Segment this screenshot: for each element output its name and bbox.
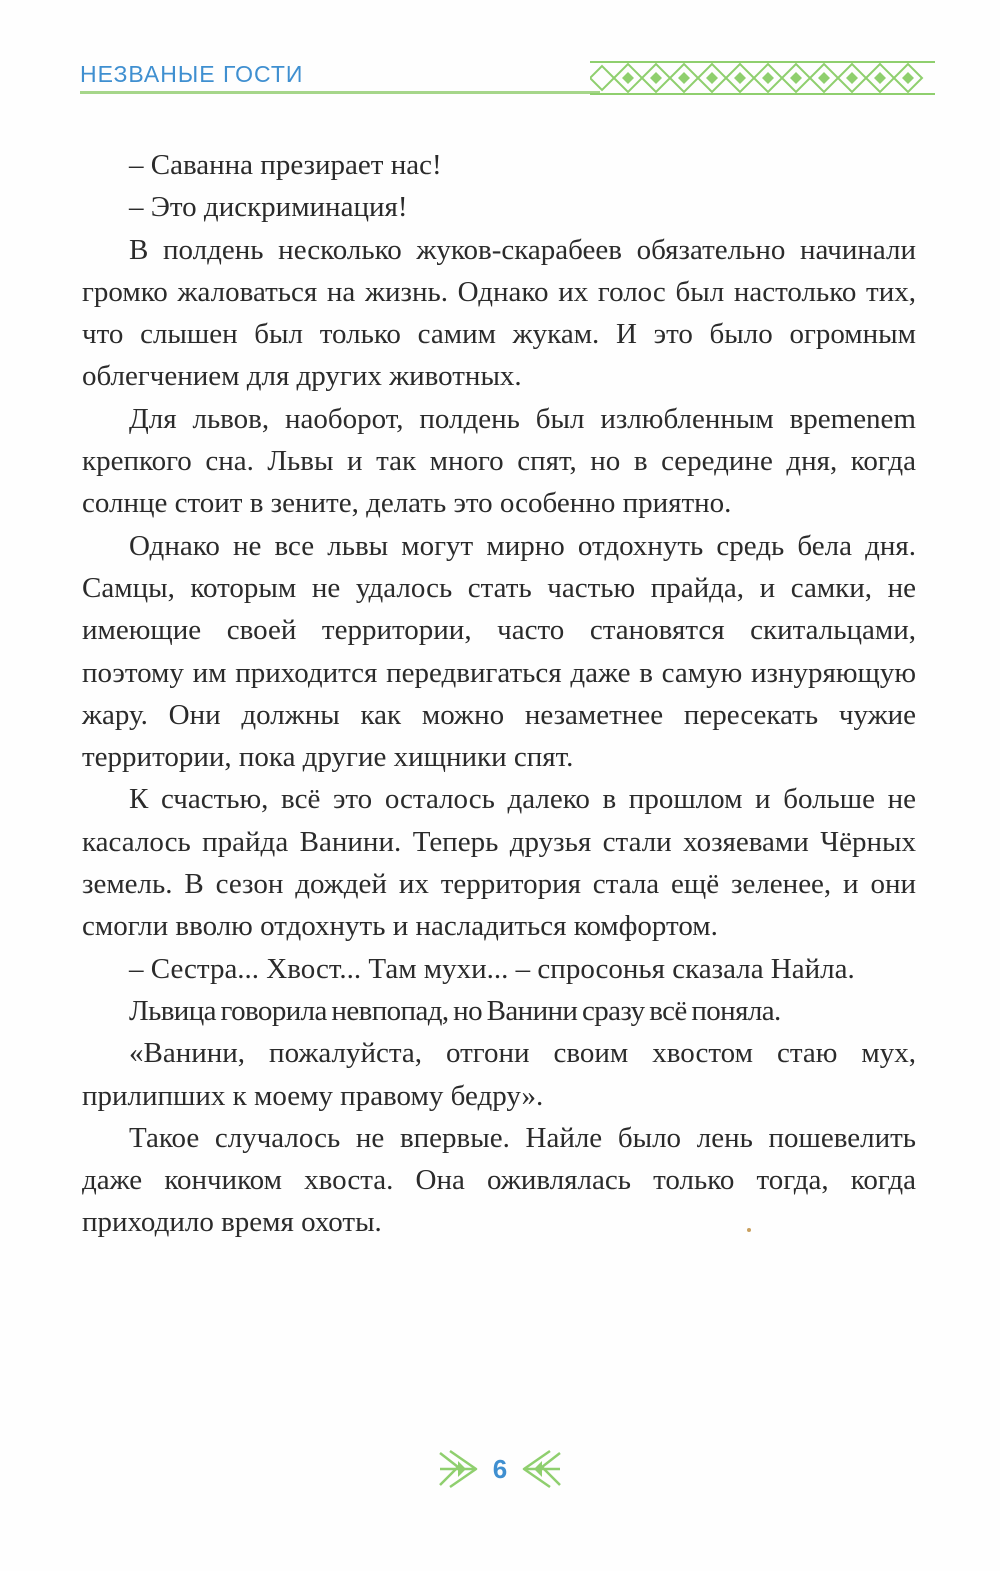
- header-ornament-icon: [590, 60, 935, 96]
- running-header: [80, 60, 930, 100]
- running-title: НЕЗВАНЫЕ ГОСТИ: [80, 61, 304, 87]
- body-text: [82, 144, 916, 1244]
- header-rule: [80, 91, 600, 94]
- paragraph: Однако не все львы могут мирно отдохнуть средь бела дня. Самцы, которым не удалось стать частью прайда, и самки, не имеющие своей территории, часто становятся скитальцами, поэтому им приходится передвигаться даже в самую изнуряющую жару. Они должны как можно незаметнее пересекать чужие территории, пока другие хищники спят.: [82, 529, 916, 774]
- paragraph: В полдень несколько жуков-скарабеев обязательно начинали громко жаловаться на жизнь. Однако их голос был настолько тих, что слышен был только самим жукам. И это было огромным облегчением для других животных.: [82, 233, 916, 393]
- print-speck: [747, 1228, 751, 1232]
- paragraph: – Сестра... Хвост... Там мухи... – спросонья сказала Найла.: [129, 952, 855, 985]
- paragraph: Такое случалось не впервые. Найле было лень пошевелить даже кончиком хвоста. Она оживлялась только тогда, когда приходило время охоты.: [82, 1121, 916, 1239]
- paragraph: Для львов, наоборот, полдень был излюбленным вреmenem крепкого сна. Львы и так много спят, но в середине дня, когда солнце стоит в зените, делать это особенно приятно.: [82, 402, 916, 520]
- paragraph: «Ванини, пожалуйста, отгони своим хвостом стаю мух, прилипших к моему правому бедру».: [82, 1037, 916, 1112]
- paragraph: К счастью, всё это осталось далеко в прошлом и больше не касалось прайда Ванини. Теперь друзья стали хозяевами Чёрных земель. В сезон дождей их территория стала ещё зеленее, и они смогли вволю отдохнуть и насладиться комфортом.: [82, 783, 916, 943]
- page-number: 6: [492, 1454, 508, 1484]
- paragraph: – Саванна презирает нас!: [129, 149, 442, 181]
- paragraph: – Это дискриминация!: [129, 191, 408, 224]
- folio-right-ornament-icon: [518, 1447, 564, 1491]
- paragraph: Львица говорила невпопад, но Ванини сразу всё поняла.: [129, 994, 781, 1027]
- page-folio: [436, 1447, 564, 1491]
